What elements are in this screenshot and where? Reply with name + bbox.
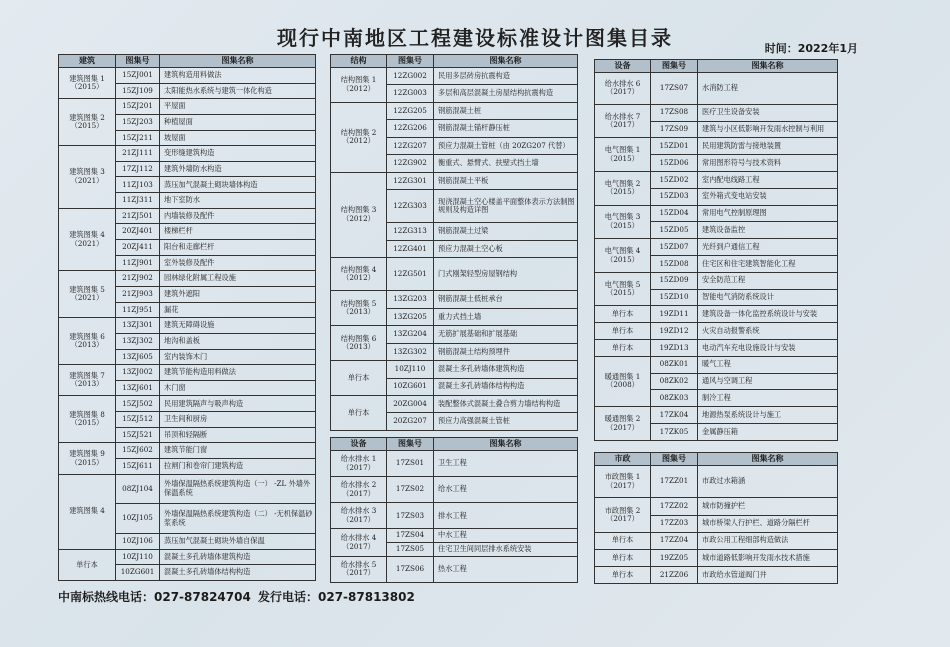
group-name-cell: 电气图集 3（2015） bbox=[595, 205, 651, 239]
atlas-code-cell: 19ZZ05 bbox=[651, 549, 698, 566]
group-name-cell: 建筑图集 5（2021） bbox=[59, 271, 116, 318]
atlas-name-cell: 市政过水箱涵 bbox=[698, 466, 838, 498]
table-row bbox=[59, 474, 316, 504]
group-name-cell: 单行本 bbox=[595, 532, 651, 549]
atlas-name-cell: 混凝土多孔砖墙体建筑构造 bbox=[434, 361, 578, 378]
atlas-code-cell: 15ZD10 bbox=[651, 289, 698, 306]
group-name-cell: 单行本 bbox=[331, 361, 387, 396]
atlas-name-cell: 钢筋混凝土桩 bbox=[434, 102, 578, 119]
atlas-code-cell: 10ZJ105 bbox=[116, 504, 160, 534]
atlas-code-cell: 10ZG601 bbox=[116, 565, 160, 581]
table-row bbox=[59, 68, 316, 84]
table-row bbox=[595, 73, 838, 105]
structure-table bbox=[330, 54, 578, 431]
table-row bbox=[331, 529, 578, 543]
atlas-code-cell: 12ZG206 bbox=[387, 120, 434, 137]
group-name-cell: 建筑图集 2（2015） bbox=[59, 99, 116, 146]
table-header-row bbox=[595, 453, 838, 466]
atlas-name-cell: 预应力混凝土空心板 bbox=[434, 240, 578, 257]
group-name-cell: 单行本 bbox=[59, 549, 116, 580]
atlas-name-cell: 内墙装修及配件 bbox=[160, 208, 316, 224]
atlas-name-cell: 医疗卫生设备安装 bbox=[698, 104, 838, 121]
atlas-code-cell: 15ZJ611 bbox=[116, 459, 160, 475]
table-row bbox=[331, 172, 578, 189]
hotline-text: 中南标热线电话：027-87824704 bbox=[58, 590, 251, 604]
name-header: 图集名称 bbox=[434, 55, 578, 68]
atlas-code-cell: 12ZG313 bbox=[387, 223, 434, 240]
atlas-name-cell: 钢筋混凝土低桩承台 bbox=[434, 291, 578, 308]
atlas-code-cell: 10ZG601 bbox=[387, 378, 434, 395]
group-name-cell: 暖通图集 2（2017） bbox=[595, 407, 651, 441]
table-row bbox=[595, 323, 838, 340]
atlas-name-cell: 坡屋面 bbox=[160, 130, 316, 146]
atlas-name-cell: 住宅区和住宅建筑智能化工程 bbox=[698, 256, 838, 273]
table-row bbox=[59, 208, 316, 224]
atlas-name-cell: 建筑节能门窗 bbox=[160, 443, 316, 459]
atlas-name-cell: 多层和高层混凝土房屋结构抗震构造 bbox=[434, 85, 578, 102]
group-name-cell: 给水排水 7（2017） bbox=[595, 104, 651, 138]
atlas-code-cell: 15ZD02 bbox=[651, 172, 698, 189]
table-row bbox=[59, 318, 316, 334]
atlas-name-cell: 城市桥梁人行护栏、道路分隔栏杆 bbox=[698, 515, 838, 532]
atlas-code-cell: 17ZS03 bbox=[387, 503, 434, 529]
atlas-name-cell: 智能电气消防系统设计 bbox=[698, 289, 838, 306]
atlas-code-cell: 17ZZ04 bbox=[651, 532, 698, 549]
atlas-name-cell: 室外装修及配件 bbox=[160, 255, 316, 271]
atlas-name-cell: 变形缝建筑构造 bbox=[160, 146, 316, 162]
atlas-code-cell: 15ZD08 bbox=[651, 256, 698, 273]
atlas-name-cell: 钢筋混凝土过梁 bbox=[434, 223, 578, 240]
group-name-cell: 建筑图集 8（2015） bbox=[59, 396, 116, 443]
atlas-code-cell: 17ZS04 bbox=[387, 529, 434, 543]
atlas-name-cell: 建筑设备一体化监控系统设计与安装 bbox=[698, 306, 838, 323]
category-header: 建筑 bbox=[59, 55, 116, 68]
group-name-cell: 给水排水 1（2017） bbox=[331, 451, 387, 477]
group-name-cell: 建筑图集 4（2021） bbox=[59, 208, 116, 271]
table-row bbox=[59, 146, 316, 162]
atlas-name-cell: 园林绿化附属工程设施 bbox=[160, 271, 316, 287]
atlas-code-cell: 21ZJ903 bbox=[116, 286, 160, 302]
atlas-code-cell: 20ZJ401 bbox=[116, 224, 160, 240]
atlas-code-cell: 17ZS08 bbox=[651, 104, 698, 121]
atlas-name-cell: 民用建筑隔声与吸声构造 bbox=[160, 396, 316, 412]
table-row bbox=[331, 477, 578, 503]
group-name-cell: 给水排水 4（2017） bbox=[331, 529, 387, 557]
atlas-code-cell: 12ZG401 bbox=[387, 240, 434, 257]
atlas-name-cell: 通风与空调工程 bbox=[698, 373, 838, 390]
atlas-code-cell: 11ZJ311 bbox=[116, 193, 160, 209]
atlas-code-cell: 08ZK01 bbox=[651, 356, 698, 373]
atlas-name-cell: 住宅卫生间同层排水系统安装 bbox=[434, 543, 578, 557]
atlas-name-cell: 种植屋面 bbox=[160, 114, 316, 130]
atlas-name-cell: 光纤到户通信工程 bbox=[698, 239, 838, 256]
atlas-code-cell: 17ZS02 bbox=[387, 477, 434, 503]
atlas-code-cell: 21ZJ902 bbox=[116, 271, 160, 287]
atlas-code-cell: 11ZJ951 bbox=[116, 302, 160, 318]
atlas-code-cell: 10ZJ106 bbox=[116, 533, 160, 549]
group-name-cell: 建筑图集 6（2013） bbox=[59, 318, 116, 365]
atlas-name-cell: 给水工程 bbox=[434, 477, 578, 503]
group-name-cell: 单行本 bbox=[595, 306, 651, 323]
atlas-name-cell: 地沟和盖板 bbox=[160, 333, 316, 349]
atlas-name-cell: 建筑与小区低影响开发雨水控制与利用 bbox=[698, 121, 838, 138]
table-row bbox=[595, 356, 838, 373]
table-header-row bbox=[59, 55, 316, 68]
atlas-name-cell: 衡重式、悬臂式、扶壁式挡土墙 bbox=[434, 155, 578, 172]
category-header: 设备 bbox=[331, 438, 387, 451]
architecture-table bbox=[58, 54, 316, 581]
table-row bbox=[331, 451, 578, 477]
table-row bbox=[59, 99, 316, 115]
atlas-code-cell: 17ZS09 bbox=[651, 121, 698, 138]
atlas-name-cell: 门式刚架轻型房屋钢结构 bbox=[434, 258, 578, 291]
atlas-code-cell: 11ZJ103 bbox=[116, 177, 160, 193]
atlas-name-cell: 常用电气控制原理图 bbox=[698, 205, 838, 222]
atlas-name-cell: 混凝土多孔砖墙体结构构造 bbox=[434, 378, 578, 395]
atlas-code-cell: 11ZJ901 bbox=[116, 255, 160, 271]
atlas-code-cell: 15ZJ512 bbox=[116, 412, 160, 428]
atlas-code-cell: 13ZJ302 bbox=[116, 333, 160, 349]
group-name-cell: 市政图集 2（2017） bbox=[595, 498, 651, 532]
equipment-table bbox=[594, 59, 838, 441]
group-name-cell: 电气图集 2（2015） bbox=[595, 172, 651, 206]
atlas-code-cell: 17ZZ01 bbox=[651, 466, 698, 498]
atlas-code-cell: 15ZJ109 bbox=[116, 83, 160, 99]
atlas-code-cell: 15ZJ201 bbox=[116, 99, 160, 115]
atlas-code-cell: 10ZJ110 bbox=[116, 549, 160, 565]
group-name-cell: 建筑图集 9（2015） bbox=[59, 443, 116, 474]
name-header: 图集名称 bbox=[698, 60, 838, 73]
atlas-code-cell: 12ZG003 bbox=[387, 85, 434, 102]
atlas-name-cell: 建筑节能构造用料做法 bbox=[160, 365, 316, 381]
atlas-code-cell: 15ZD07 bbox=[651, 239, 698, 256]
table-row bbox=[59, 365, 316, 381]
atlas-code-cell: 12ZG002 bbox=[387, 68, 434, 85]
group-name-cell: 结构图集 6（2013） bbox=[331, 326, 387, 361]
atlas-name-cell: 无筋扩展基础和扩展基础 bbox=[434, 326, 578, 343]
municipal-table bbox=[594, 452, 838, 584]
table-row bbox=[59, 443, 316, 459]
atlas-code-cell: 20ZJ411 bbox=[116, 240, 160, 256]
atlas-code-cell: 15ZJ211 bbox=[116, 130, 160, 146]
atlas-code-cell: 15ZD04 bbox=[651, 205, 698, 222]
table-row bbox=[595, 272, 838, 289]
atlas-code-cell: 08ZK03 bbox=[651, 390, 698, 407]
atlas-name-cell: 楼梯栏杆 bbox=[160, 224, 316, 240]
atlas-name-cell: 蒸压加气混凝土砌块墙体构造 bbox=[160, 177, 316, 193]
table-header-row bbox=[331, 55, 578, 68]
atlas-code-cell: 15ZJ502 bbox=[116, 396, 160, 412]
atlas-code-cell: 19ZD12 bbox=[651, 323, 698, 340]
atlas-name-cell: 蒸压加气混凝土砌块外墙自保温 bbox=[160, 533, 316, 549]
atlas-code-cell: 10ZJ110 bbox=[387, 361, 434, 378]
atlas-name-cell: 钢筋混凝土平板 bbox=[434, 172, 578, 189]
group-name-cell: 市政图集 1（2017） bbox=[595, 466, 651, 498]
atlas-code-cell: 15ZD03 bbox=[651, 188, 698, 205]
table-row bbox=[595, 532, 838, 549]
atlas-name-cell: 地源热泵系统设计与施工 bbox=[698, 407, 838, 424]
atlas-code-cell: 17ZS06 bbox=[387, 556, 434, 582]
atlas-name-cell: 民用建筑防雷与接地装置 bbox=[698, 138, 838, 155]
table-row bbox=[595, 138, 838, 155]
table-row bbox=[331, 395, 578, 412]
atlas-name-cell: 排水工程 bbox=[434, 503, 578, 529]
table-row bbox=[331, 291, 578, 308]
atlas-code-cell: 21ZJ501 bbox=[116, 208, 160, 224]
atlas-code-cell: 17ZS01 bbox=[387, 451, 434, 477]
atlas-code-cell: 20ZG207 bbox=[387, 413, 434, 431]
atlas-code-cell: 12ZG205 bbox=[387, 102, 434, 119]
atlas-name-cell: 室内配电线路工程 bbox=[698, 172, 838, 189]
group-name-cell: 单行本 bbox=[595, 340, 651, 357]
atlas-name-cell: 安全防范工程 bbox=[698, 272, 838, 289]
atlas-code-cell: 17ZJ112 bbox=[116, 161, 160, 177]
group-name-cell: 暖通图集 1（2008） bbox=[595, 356, 651, 406]
atlas-code-cell: 20ZG004 bbox=[387, 395, 434, 412]
atlas-code-cell: 15ZD01 bbox=[651, 138, 698, 155]
atlas-code-cell: 15ZJ521 bbox=[116, 427, 160, 443]
group-name-cell: 单行本 bbox=[595, 323, 651, 340]
table-row bbox=[331, 258, 578, 291]
atlas-code-cell: 17ZZ02 bbox=[651, 498, 698, 515]
atlas-code-cell: 17ZS05 bbox=[387, 543, 434, 557]
atlas-name-cell: 暖气工程 bbox=[698, 356, 838, 373]
atlas-name-cell: 民用多层砖房抗震构造 bbox=[434, 68, 578, 85]
atlas-code-cell: 19ZD11 bbox=[651, 306, 698, 323]
table-row bbox=[595, 306, 838, 323]
group-name-cell: 单行本 bbox=[595, 549, 651, 566]
name-header: 图集名称 bbox=[698, 453, 838, 466]
atlas-code-cell: 08ZJ104 bbox=[116, 474, 160, 504]
atlas-name-cell: 外墙保温隔热系统建筑构造（二） -无机保温砂浆系统 bbox=[160, 504, 316, 534]
atlas-name-cell: 钢筋混凝土锚杆静压桩 bbox=[434, 120, 578, 137]
table-row bbox=[595, 104, 838, 121]
atlas-name-cell: 预应力高强混凝土管桩 bbox=[434, 413, 578, 431]
atlas-code-cell: 15ZD05 bbox=[651, 222, 698, 239]
table-row bbox=[331, 503, 578, 529]
atlas-code-cell: 13ZG205 bbox=[387, 308, 434, 325]
atlas-code-cell: 13ZJ601 bbox=[116, 380, 160, 396]
atlas-code-cell: 13ZJ301 bbox=[116, 318, 160, 334]
table-row bbox=[595, 466, 838, 498]
atlas-name-cell: 漏花 bbox=[160, 302, 316, 318]
table-row bbox=[595, 407, 838, 424]
atlas-code-cell: 12ZG902 bbox=[387, 155, 434, 172]
code-header: 图集号 bbox=[116, 55, 160, 68]
atlas-code-cell: 13ZG204 bbox=[387, 326, 434, 343]
atlas-code-cell: 12ZG207 bbox=[387, 137, 434, 154]
atlas-name-cell: 太阳能热水系统与建筑一体化构造 bbox=[160, 83, 316, 99]
category-header: 结构 bbox=[331, 55, 387, 68]
atlas-code-cell: 12ZG301 bbox=[387, 172, 434, 189]
group-name-cell: 建筑图集 1（2015） bbox=[59, 68, 116, 99]
name-header: 图集名称 bbox=[160, 55, 316, 68]
atlas-code-cell: 15ZD06 bbox=[651, 155, 698, 172]
atlas-code-cell: 13ZG302 bbox=[387, 343, 434, 360]
atlas-code-cell: 17ZZ03 bbox=[651, 515, 698, 532]
atlas-name-cell: 预应力混凝土管桩（由 20ZG207 代替） bbox=[434, 137, 578, 154]
atlas-name-cell: 建筑构造用料做法 bbox=[160, 68, 316, 84]
atlas-code-cell: 08ZK02 bbox=[651, 373, 698, 390]
atlas-name-cell: 建筑外遮阳 bbox=[160, 286, 316, 302]
issue-phone-text: 发行电话：027-87813802 bbox=[258, 590, 415, 604]
group-name-cell: 结构图集 5（2013） bbox=[331, 291, 387, 326]
atlas-name-cell: 地下室防水 bbox=[160, 193, 316, 209]
group-name-cell: 建筑图集 4 bbox=[59, 474, 116, 549]
atlas-code-cell: 17ZS07 bbox=[651, 73, 698, 105]
table-header-row bbox=[595, 60, 838, 73]
atlas-name-cell: 金属静压箱 bbox=[698, 423, 838, 440]
atlas-name-cell: 室外箱式变电站安装 bbox=[698, 188, 838, 205]
atlas-name-cell: 电动汽车充电设施设计与安装 bbox=[698, 340, 838, 357]
atlas-code-cell: 19ZD13 bbox=[651, 340, 698, 357]
group-name-cell: 结构图集 4（2012） bbox=[331, 258, 387, 291]
atlas-name-cell: 市政给水管道阀门井 bbox=[698, 566, 838, 583]
table-row bbox=[331, 102, 578, 119]
table-row bbox=[331, 556, 578, 582]
category-header: 设备 bbox=[595, 60, 651, 73]
table-row bbox=[595, 239, 838, 256]
category-header: 市政 bbox=[595, 453, 651, 466]
atlas-code-cell: 13ZJ002 bbox=[116, 365, 160, 381]
table-row bbox=[331, 361, 578, 378]
group-name-cell: 给水排水 3（2017） bbox=[331, 503, 387, 529]
atlas-name-cell: 吊顶和轻隔断 bbox=[160, 427, 316, 443]
atlas-name-cell: 混凝土多孔砖墙体结构构造 bbox=[160, 565, 316, 581]
atlas-name-cell: 平屋面 bbox=[160, 99, 316, 115]
atlas-name-cell: 热水工程 bbox=[434, 556, 578, 582]
table-header-row bbox=[331, 438, 578, 451]
atlas-name-cell: 水消防工程 bbox=[698, 73, 838, 105]
atlas-name-cell: 建筑无障碍设施 bbox=[160, 318, 316, 334]
atlas-code-cell: 17ZK04 bbox=[651, 407, 698, 424]
atlas-name-cell: 市政公用工程细部构造做法 bbox=[698, 532, 838, 549]
table-row bbox=[595, 498, 838, 515]
group-name-cell: 单行本 bbox=[595, 566, 651, 583]
atlas-code-cell: 21ZZ06 bbox=[651, 566, 698, 583]
atlas-code-cell: 17ZK05 bbox=[651, 423, 698, 440]
table-row bbox=[595, 340, 838, 357]
atlas-name-cell: 火灾自动报警系统 bbox=[698, 323, 838, 340]
code-header: 图集号 bbox=[651, 60, 698, 73]
table-row bbox=[595, 566, 838, 583]
group-name-cell: 电气图集 5（2015） bbox=[595, 272, 651, 306]
table-row bbox=[331, 326, 578, 343]
atlas-name-cell: 拉闸门和卷帘门建筑构造 bbox=[160, 459, 316, 475]
atlas-code-cell: 15ZJ001 bbox=[116, 68, 160, 84]
group-name-cell: 结构图集 3（2012） bbox=[331, 172, 387, 257]
atlas-name-cell: 现浇混凝土空心楼盖平面整体表示方法制图规则及构造详图 bbox=[434, 190, 578, 223]
date-label: 时间：2022年1月 bbox=[764, 42, 858, 55]
code-header: 图集号 bbox=[387, 55, 434, 68]
group-name-cell: 单行本 bbox=[331, 395, 387, 430]
atlas-name-cell: 城市防撞护栏 bbox=[698, 498, 838, 515]
code-header: 图集号 bbox=[387, 438, 434, 451]
group-name-cell: 建筑图集 3（2021） bbox=[59, 146, 116, 209]
atlas-code-cell: 12ZG303 bbox=[387, 190, 434, 223]
equipment-water-table bbox=[330, 437, 578, 583]
atlas-name-cell: 制冷工程 bbox=[698, 390, 838, 407]
atlas-code-cell: 21ZJ111 bbox=[116, 146, 160, 162]
table-row bbox=[59, 549, 316, 565]
group-name-cell: 给水排水 5（2017） bbox=[331, 556, 387, 582]
table-row bbox=[595, 549, 838, 566]
atlas-name-cell: 阳台和走廊栏杆 bbox=[160, 240, 316, 256]
code-header: 图集号 bbox=[651, 453, 698, 466]
atlas-name-cell: 常用图形符号与技术资料 bbox=[698, 155, 838, 172]
atlas-name-cell: 建筑外墙防水构造 bbox=[160, 161, 316, 177]
group-name-cell: 建筑图集 7（2013） bbox=[59, 365, 116, 396]
atlas-name-cell: 木门窗 bbox=[160, 380, 316, 396]
group-name-cell: 给水排水 6（2017） bbox=[595, 73, 651, 105]
atlas-code-cell: 15ZJ602 bbox=[116, 443, 160, 459]
atlas-code-cell: 13ZG203 bbox=[387, 291, 434, 308]
table-row bbox=[595, 172, 838, 189]
atlas-name-cell: 混凝土多孔砖墙体建筑构造 bbox=[160, 549, 316, 565]
atlas-name-cell: 室内装饰木门 bbox=[160, 349, 316, 365]
atlas-name-cell: 钢筋混凝土结构预埋件 bbox=[434, 343, 578, 360]
group-name-cell: 给水排水 2（2017） bbox=[331, 477, 387, 503]
group-name-cell: 电气图集 4（2015） bbox=[595, 239, 651, 273]
atlas-name-cell: 卫生间和厨房 bbox=[160, 412, 316, 428]
atlas-name-cell: 卫生工程 bbox=[434, 451, 578, 477]
table-row bbox=[595, 205, 838, 222]
atlas-code-cell: 13ZJ605 bbox=[116, 349, 160, 365]
group-name-cell: 电气图集 1（2015） bbox=[595, 138, 651, 172]
atlas-name-cell: 重力式挡土墙 bbox=[434, 308, 578, 325]
table-row bbox=[59, 271, 316, 287]
page-title: 现行中南地区工程建设标准设计图集目录 bbox=[277, 26, 673, 50]
atlas-code-cell: 15ZD09 bbox=[651, 272, 698, 289]
name-header: 图集名称 bbox=[434, 438, 578, 451]
atlas-name-cell: 外墙保温隔热系统建筑构造（一） -ZL 外墙外保温系统 bbox=[160, 474, 316, 504]
atlas-code-cell: 15ZJ203 bbox=[116, 114, 160, 130]
table-row bbox=[331, 68, 578, 85]
atlas-name-cell: 装配整体式混凝土叠合剪力墙结构构造 bbox=[434, 395, 578, 412]
group-name-cell: 结构图集 1（2012） bbox=[331, 68, 387, 103]
group-name-cell: 结构图集 2（2012） bbox=[331, 102, 387, 172]
table-row bbox=[59, 396, 316, 412]
atlas-name-cell: 城市道路低影响开发雨水技术措施 bbox=[698, 549, 838, 566]
atlas-name-cell: 中水工程 bbox=[434, 529, 578, 543]
atlas-code-cell: 12ZG501 bbox=[387, 258, 434, 291]
atlas-name-cell: 建筑设备监控 bbox=[698, 222, 838, 239]
